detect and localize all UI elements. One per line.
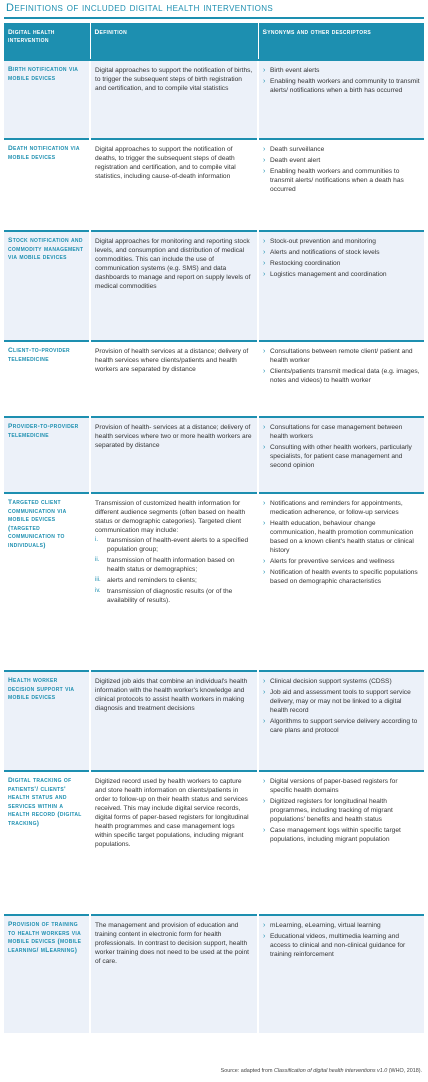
synonym-item: › Consulting with other health workers, particularly specialists, for patient case management and second opinion <box>263 443 420 470</box>
sub-item-text: alerts and reminders to clients; <box>107 577 197 584</box>
page-title: Definitions of included digital health interventions <box>6 2 274 14</box>
intervention-synonyms <box>258 60 424 139</box>
synonym-item: › Birth event alerts <box>263 66 420 75</box>
table-row <box>4 60 424 139</box>
sub-item <box>95 576 253 585</box>
intervention-name: Digital tracking of patients'/ clients' health status and services within a health record (digital tracking) <box>4 771 90 915</box>
intervention-name: Provision of training to health workers via mobile devices (mobile learning/ mLearning) <box>4 915 90 1033</box>
sub-item-text: transmission of health information based on health status or demographics; <box>107 557 235 573</box>
sub-item <box>95 556 253 574</box>
intervention-name: Client-to-provider telemedicine <box>4 341 90 417</box>
synonym-item: › Enabling health workers and community to transmit alerts/ notifications when a birth has occurred <box>263 77 420 95</box>
synonym-item: › Notification of health events to specific populations based on demographic characteristics <box>263 568 420 586</box>
synonym-item: › Notifications and reminders for appointments, medication adherence, or follow-up services <box>263 499 420 517</box>
table-row <box>4 231 424 341</box>
synonym-item: › Consultations for case management between health workers <box>263 423 420 441</box>
intervention-name: Death notification via mobile devices <box>4 139 90 231</box>
synonym-item: › Alerts for preventive services and wellness <box>263 557 420 566</box>
table-row <box>4 341 424 417</box>
synonym-item: › Enabling health workers and communities to transmit alerts/ notifications when a death has occurred <box>263 167 420 194</box>
table-row <box>4 139 424 231</box>
intervention-definition: Digitized job aids that combine an individual's health information with the health worker's knowledge and clinical protocols to assist health workers in making diagnosis and treatment decisions <box>90 671 258 771</box>
table-row <box>4 417 424 493</box>
intervention-name: Stock notification and commodity management via mobile devices <box>4 231 90 341</box>
intervention-definition: Provision of health- services at a distance; delivery of health services where two or more health workers are separated by distance <box>90 417 258 493</box>
synonym-item: › Death event alert <box>263 156 420 165</box>
intervention-definition: Digital approaches to support the notification of births, to trigger the subsequent steps of birth registration and certification, and to compile vital statistics <box>90 60 258 139</box>
synonym-item: › Health education, behaviour change communication, health promotion communication based on a known client's health status or clinical history <box>263 519 420 555</box>
synonym-item: › Algorithms to support service delivery according to care plans and protocol <box>263 717 420 735</box>
sub-item-number: iv. <box>95 588 101 594</box>
intervention-name: Targeted client communication via mobile devices (targeted communication to individuals) <box>4 493 90 671</box>
sub-item-number: i. <box>95 537 98 543</box>
synonym-item: › Digital versions of paper-based registers for specific health domains <box>263 777 420 795</box>
intervention-synonyms <box>258 341 424 417</box>
intervention-synonyms <box>258 231 424 341</box>
table-row <box>4 493 424 671</box>
sub-item-number: ii. <box>95 557 100 563</box>
synonym-item: › Consultations between remote client/ patient and health worker <box>263 347 420 365</box>
intervention-synonyms <box>258 771 424 915</box>
intervention-synonyms <box>258 139 424 231</box>
synonym-item: › Clinical decision support systems (CDSS) <box>263 677 420 686</box>
table-row <box>4 771 424 915</box>
sub-item <box>95 587 253 605</box>
synonym-item: › Digitized registers for longitudinal health programmes, including tracking of migrant populations' benefits and health status <box>263 797 420 824</box>
synonym-item: › Educational videos, multimedia learning and access to clinical and non-clinical guidance for training reinforcement <box>263 932 420 959</box>
intervention-definition: Provision of health services at a distance; delivery of health services where clients/patients and health workers are separated by distance <box>90 341 258 417</box>
intervention-definition: Digital approaches for monitoring and reporting stock levels, and consumption and distribution of medical commodities. This can include the use of communication systems (e.g. SMS) and data dashboards to manage and report on supply levels of medical commodities <box>90 231 258 341</box>
column-header-definition: Definition <box>90 23 258 60</box>
intervention-synonyms <box>258 417 424 493</box>
intervention-definition <box>90 493 258 671</box>
synonym-item: › Stock-out prevention and monitoring <box>263 237 420 246</box>
intervention-name: Provider-to-provider telemedicine <box>4 417 90 493</box>
table-row <box>4 671 424 771</box>
synonym-item: › Clients/patients transmit medical data (e.g. images, notes and videos) to health worker <box>263 367 420 385</box>
source-note <box>221 1068 422 1074</box>
synonym-item: › mLearning, eLearning, virtual learning <box>263 921 420 930</box>
sub-item-list <box>95 536 253 605</box>
intervention-name: Birth notification via mobile devices <box>4 60 90 139</box>
title-divider <box>4 17 424 19</box>
synonym-item: › Restocking coordination <box>263 259 420 268</box>
sub-item-text: transmission of health-event alerts to a specified population group; <box>107 537 249 553</box>
table-row <box>4 915 424 1033</box>
synonym-item: › Alerts and notifications of stock levels <box>263 248 420 257</box>
sub-item <box>95 536 253 554</box>
intervention-name: Health worker decision support via mobile devices <box>4 671 90 771</box>
synonym-item: › Job aid and assessment tools to support service delivery, may or may not be linked to a digital health record <box>263 688 420 715</box>
synonym-item: › Death surveillance <box>263 145 420 154</box>
intervention-synonyms <box>258 493 424 671</box>
column-header-synonyms: Synonyms and other descriptors <box>258 23 424 60</box>
interventions-table <box>4 23 424 1033</box>
source-prefix: Source: adapted from <box>220 1068 274 1074</box>
synonym-item: › Case management logs within specific target populations, including migrant population <box>263 826 420 844</box>
synonym-item: › Logistics management and coordination <box>263 270 420 279</box>
definition-text: Transmission of customized health information for different audience segments (often based on health status or demographic categories). Targeted client communication may include: <box>95 500 246 534</box>
table-header-row <box>4 23 424 60</box>
column-header-intervention: Digital health intervention <box>4 23 90 60</box>
source-title: Classification of digital health interventions v1.0 <box>273 1068 388 1074</box>
intervention-synonyms <box>258 915 424 1033</box>
sub-item-number: iii. <box>95 577 101 583</box>
intervention-synonyms <box>258 671 424 771</box>
source-suffix: (WHO, 2018). <box>387 1068 422 1074</box>
intervention-definition: Digitized record used by health workers to capture and store health information on clients/patients in order to follow-up on their health status and services received. This may include digital service records, digital forms of paper-based registers for longitudinal health programmes and case management logs within specific target populations, including migrant populations. <box>90 771 258 915</box>
intervention-definition: Digital approaches to support the notification of deaths, to trigger the subsequent steps of death registration and certification, and to compile vital statistics, including cause-of-death information <box>90 139 258 231</box>
sub-item-text: transmission of diagnostic results (or of the availability of results). <box>107 588 233 604</box>
intervention-definition: The management and provision of education and training content in electronic form for health professionals. In contrast to decision support, health worker training does not need to be used at the point of care. <box>90 915 258 1033</box>
